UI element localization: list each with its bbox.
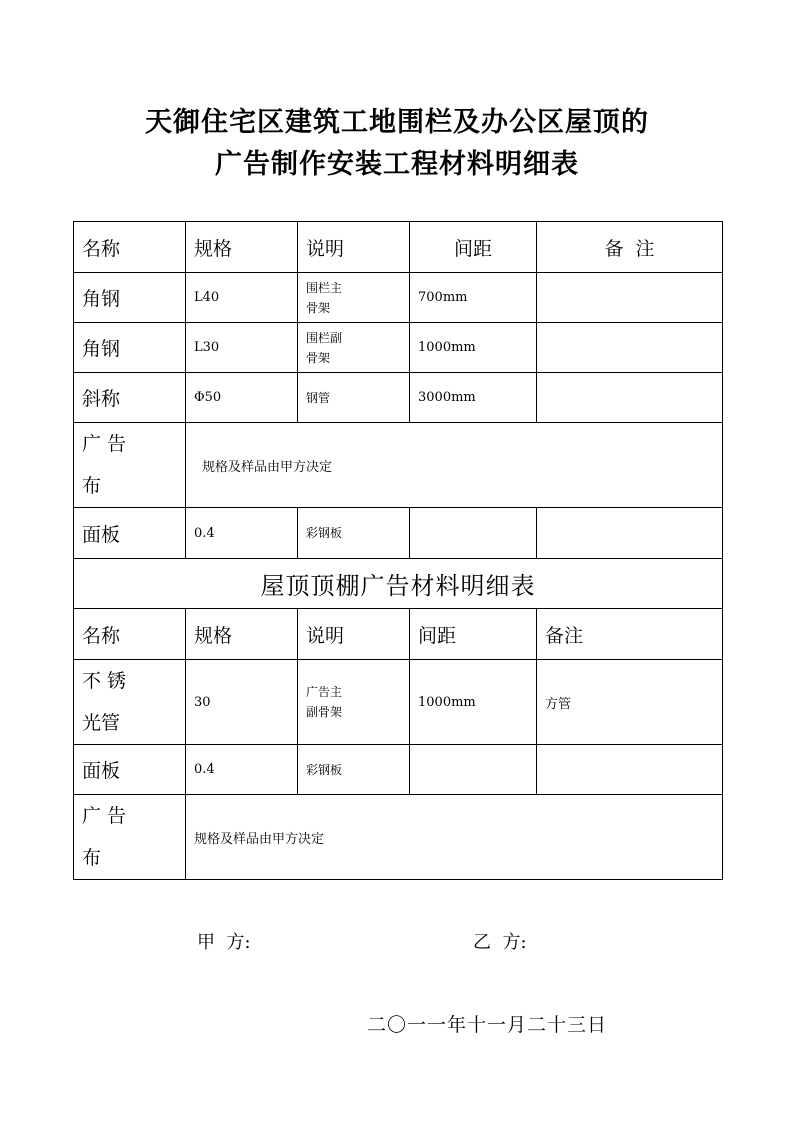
- header-spec: 规格: [186, 222, 298, 273]
- table-row: [74, 745, 723, 795]
- header-remark: 备注: [537, 609, 723, 660]
- cell-spec: L40: [186, 273, 298, 323]
- cell-name-line1: 不 锈: [82, 670, 127, 692]
- cell-spec: 30: [186, 660, 298, 745]
- cell-desc: 钢管: [298, 373, 410, 423]
- cell-remark: [537, 373, 723, 423]
- table2-header-row: [74, 609, 723, 660]
- cell-remark: [537, 323, 723, 373]
- cell-spacing: 1000mm: [410, 323, 537, 373]
- table2-title: 屋顶顶棚广告材料明细表: [74, 559, 723, 609]
- cell-desc: 彩钢板: [298, 508, 410, 559]
- table-row: [74, 795, 723, 880]
- table-row: [74, 508, 723, 559]
- header-name: 名称: [74, 609, 186, 660]
- table-row: [74, 373, 723, 423]
- header-spacing: 间距: [410, 222, 537, 273]
- cell-desc-line2: 骨架: [306, 300, 331, 315]
- cell-name: [74, 795, 186, 880]
- header-desc: 说明: [298, 222, 410, 273]
- cell-spec: 0.4: [186, 745, 298, 795]
- cell-desc: [298, 323, 410, 373]
- table-row: [74, 273, 723, 323]
- cell-name: [74, 660, 186, 745]
- header-spec: 规格: [186, 609, 298, 660]
- document-date: 二〇一一年十一月二十三日: [367, 1014, 608, 1036]
- cell-spacing: 1000mm: [410, 660, 537, 745]
- cell-spacing: 3000mm: [410, 373, 537, 423]
- table-row: [74, 323, 723, 373]
- party-a-label: 甲 方:: [197, 932, 251, 953]
- header-remark: 备 注: [537, 222, 723, 273]
- cell-name-line1: 广 告: [82, 433, 127, 455]
- cell-desc-line2: 骨架: [306, 350, 331, 365]
- table-row: [74, 660, 723, 745]
- cell-spacing: [410, 745, 537, 795]
- table-row: [74, 423, 723, 508]
- cell-spec: Φ50: [186, 373, 298, 423]
- cell-remark: [537, 273, 723, 323]
- cell-desc: [298, 660, 410, 745]
- party-b-label: 乙 方:: [473, 932, 527, 953]
- cell-name: 角钢: [74, 323, 186, 373]
- cell-desc-line1: 围栏副: [306, 330, 343, 345]
- header-desc: 说明: [298, 609, 410, 660]
- cell-spec: L30: [186, 323, 298, 373]
- cell-name: 面板: [74, 508, 186, 559]
- cell-name: [74, 423, 186, 508]
- document-title-line1: 天御住宅区建筑工地围栏及办公区屋顶的: [145, 107, 649, 138]
- cell-remark: [537, 745, 723, 795]
- cell-name: 斜称: [74, 373, 186, 423]
- cell-name-line2: 光管: [82, 712, 121, 734]
- cell-name-line2: 布: [82, 847, 102, 869]
- header-spacing: 间距: [410, 609, 537, 660]
- cell-desc-line1: 围栏主: [306, 280, 343, 295]
- cell-desc: [298, 273, 410, 323]
- cell-note: 规格及样品由甲方决定: [186, 423, 723, 508]
- cell-name: 面板: [74, 745, 186, 795]
- cell-spec: 0.4: [186, 508, 298, 559]
- cell-note: 规格及样品由甲方决定: [186, 795, 723, 880]
- document-title-line2: 广告制作安装工程材料明细表: [215, 149, 579, 180]
- materials-table: [73, 221, 723, 880]
- table1-header-row: [74, 222, 723, 273]
- cell-remark: 方管: [537, 660, 723, 745]
- cell-name: 角钢: [74, 273, 186, 323]
- cell-spacing: 700mm: [410, 273, 537, 323]
- cell-remark: [537, 508, 723, 559]
- cell-spacing: [410, 508, 537, 559]
- header-name: 名称: [74, 222, 186, 273]
- cell-name-line1: 广 告: [82, 805, 127, 827]
- cell-desc-line2: 副骨架: [306, 705, 343, 719]
- cell-desc: 彩钢板: [298, 745, 410, 795]
- cell-name-line2: 布: [82, 475, 102, 497]
- table2-title-row: [74, 559, 723, 609]
- cell-desc-line1: 广告主: [306, 685, 343, 699]
